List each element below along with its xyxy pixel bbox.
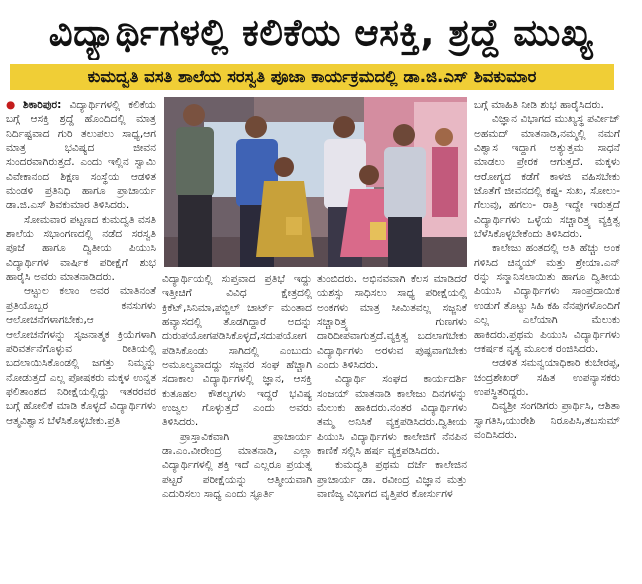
paragraph: ತುಂಬಿದರು. ಅಭಿನವವಾಗಿ ಕೆಲಸ ಮಾಡಿದರೆ ಯಶಸ್ಸು ಸಾಧಿಸಲು ಸಾಧ್ಯ ಪರೀಕ್ಷೆಯಲ್ಲಿ ಅಂಕಗಳು ಮಾತ್ರ ಸೀಮಿತವಲ್ಲ ಸಜ್ಜನಿಕೆ ಸಚ್ಚಾರಿತ್ರ್ಯ ಗುಣಗಳು ದಾರಿದೀಪವಾಗುತ್ತದೆ.ವ್ಯಕ್ತಿತ್ವ ಬದಲಾಗಬೇಕು ವಿದ್ಯಾರ್ಥಿಗಳು ಅರಳುವ ಪುಷ್ಪವಾಗಬೇಕು ಎಂದು ತಿಳಿಸಿದರು. — [317, 273, 467, 372]
paragraph: ವಿದ್ಯಾರ್ಥಿಗಳಲ್ಲಿ ಕಲಿಕೆಯ ಬಗ್ಗೆ ಆಸಕ್ತಿ ಶ್ರದ್ದೆ ಹೊಂದಿದಲ್ಲಿ ಮಾತ್ರ ನಿರ್ದಿಷ್ಟವಾದ ಗುರಿ ತಲುಪಲು ಸಾಧ್ಯ,ಆಗ ಮಾತ್ರ ಭವಿಷ್ಯದ ಜೀವನ ಸುಂದರವಾಗಿರುತ್ತದೆ. ಎಂದು ಇಲ್ಲಿನ ಸ್ವಾಮಿ ವಿವೇಕಾನಂದ ಶಿಕ್ಷಣ ಸಂಸ್ಥೆಯ ಆಡಳಿತ ಮಂಡಳಿ ಪ್ರತಿನಿಧಿ ಹಾಗೂ ಪ್ರಾಚಾರ್ಯ ಡಾ.ಜಿ.ಎಸ್ ಶಿವಕುಮಾರ ತಿಳಿಸಿದರು. — [6, 99, 156, 212]
paragraph: ಬಗ್ಗೆ ಮಾಹಿತಿ ನೀಡಿ ಶುಭ ಹಾರೈಸಿದರು. — [474, 99, 604, 111]
paragraph: ವಿದ್ಯಾರ್ಥಿ ಸಂಘದ ಕಾರ್ಯದರ್ಶಿ ಸಂಜಯ್ ಮಾತನಾಡಿ ಕಾಲೇಜು ದಿನಗಳನ್ನು ಮೆಲುಕು ಹಾಕಿದರು.ನಂತರ ವಿದ್ಯಾರ್ಥಿಗಳು ತಮ್ಮ ಅನಿಸಿಕೆ ವ್ಯಕ್ತಪಡಿಸಿದರು.ದ್ವಿತೀಯ ಪಿಯುಸಿ ವಿದ್ಯಾರ್ಥಿಗಳು ಕಾಲೇಜಿಗೆ ನೆನಪಿನ ಕಾಣಿಕೆ ಸಲ್ಲಿಸಿ ಹರ್ಷ ವ್ಯಕ್ತಪಡಿಸಿದರು. — [317, 373, 467, 458]
article-column-3 — [317, 272, 467, 582]
paragraph: ಕುಮದ್ವತಿ ಪ್ರಥಮ ದರ್ಜೆ ಕಾಲೇಜಿನ ಪ್ರಾಚಾರ್ಯ ಡಾ. ರವೀಂದ್ರ ವಿಜ್ಞಾನ ಮತ್ತು ವಾಣಿಜ್ಯ ವಿಭಾಗದ ವೃತ್ತಿಪರ ಕೋರ್ಸುಗಳ — [317, 459, 467, 501]
paragraph: ದಿವ್ಯಶ್ರೀ ಸಂಗಡಿಗರು ಪ್ರಾರ್ಥಿಸಿ, ಆಶಿತಾ ಸ್ವಾಗತಿಸಿ,ಯುರೇಶಿ ನಿರೂಪಿಸಿ,ತಬಸುಮ್ ವಂದಿಸಿದರು. — [474, 400, 620, 441]
paragraph: ಆಡಳಿತ ಸಮನ್ವಯಾಧಿಕಾರಿ ಕುಬೇರಪ್ಪ, ಚಂದ್ರಶೇಖರ್ ಸಹಿತ ಉಪನ್ಯಾಸಕರು ಉಪಸ್ಥಿತರಿದ್ದರು. — [474, 357, 620, 398]
article-column-1 — [6, 98, 156, 582]
paragraph: ವಿದ್ಯಾರ್ಥಿಯಲ್ಲಿ ಸುಪ್ತವಾದ ಪ್ರತಿಭೆ ಇದ್ದು ಇತ್ತೀಚಿಗೆ ವಿವಿಧ ಕ್ಷೇತ್ರದಲ್ಲಿ ಕ್ರಿಕೆಟ್,ಸಿನಿಮಾ,ಪಬ್ಜಿಲ್ ಚಾರ್ಟ್ ಮಂತಾದ ಹವ್ಯಾಸದಲ್ಲಿ ತೊಡಗಿದ್ದಾರೆ ಅದನ್ನು ದುರುಪಯೋಗಪಡಿಸಿಕೊಳ್ಳದೆ,ಸದುಪಯೋಗ ಪಡಿಸಿಕೊಂಡು ಸಾಗಿದಲ್ಲಿ ಎಂಬುದು ಅಮೂಲ್ಯವಾದದ್ದು ಸಜ್ಜನರ ಸಂಘ ಹೆಚ್ಚಾಗಿ ಸದಾಕಾಲ ವಿದ್ಯಾರ್ಥಿಗಳಲ್ಲಿ ಜ್ಞಾನ, ಆಸಕ್ತಿ ಕುತೂಹಲ ಕೌಶಲ್ಯಗಳು ಇದ್ದರೆ ಭವಿಷ್ಯ ಉಜ್ವಲ ಗೊಳ್ಳುತ್ತದೆ ಎಂದು ಅವರು ತಿಳಿಸಿದರು. — [162, 273, 312, 429]
event-photo-illustration — [164, 97, 467, 267]
dateline: ● ಶಿಕಾರಿಪುರ: — [6, 99, 62, 111]
paragraph: ವಿಜ್ಞಾನ ವಿಭಾಗದ ಮುಖ್ಯಸ್ಥ ಪರ್ವೀಜ್ ಅಹಮದ್ ಮಾತನಾಡಿ,ನಮ್ಮಲ್ಲಿ ನಮಗೆ ವಿಶ್ವಾಸ ಇದ್ದಾಗ ಅತ್ಯುತ್ತಮ ಸಾಧನೆ ಮಾಡಲು ಪ್ರೇರಕ ಆಗುತ್ತದೆ. ಮಕ್ಕಳು ಆರೋಗ್ಯದ ಕಡೆಗೆ ಕಾಳಜಿ ವಹಿಸಬೇಕು ಜೊತೆಗೆ ಜೀವನದಲ್ಲಿ ಕಷ್ಟ- ಸುಖ, ಸೋಲು- ಗೆಲುವು, ಹಗಲು- ರಾತ್ರಿ ಇದ್ದೇ ಇರುತ್ತದೆ ವಿದ್ಯಾರ್ಥಿಗಳು ಒಳ್ಳೆಯ ಸಚ್ಚಾರಿತ್ರ್ಯ ವ್ಯಕ್ತಿತ್ವ ಬೆಳೆಸಿಕೊಳ್ಳಬೇಕೆಂದು ತಿಳಿಸಿದರು. — [474, 113, 620, 241]
article-column-4 — [474, 98, 620, 582]
article-column-2 — [162, 272, 312, 582]
bullet-icon: ● — [6, 99, 20, 111]
headline: ವಿದ್ಯಾರ್ಥಿಗಳಲ್ಲಿ ಕಲಿಕೆಯ ಆಸಕ್ತಿ, ಶ್ರದ್ದೆ ಮುಖ್ಯ — [48, 11, 594, 54]
paragraph: ಆಟ್ಟುಲ ಕಲಾಂ ಅವರ ಮಾತಿನಂತೆ ಪ್ರತಿಯೊಬ್ಬರ ಕನಸುಗಳು ಆಲೋಚನೆಗಳಾಗಬೇಕು,ಆ ಆಲೋಚನೆಗಳನ್ನು ಸೃಜನಾತ್ಮಕ ಕ್ರಿಯೆಗಳಾಗಿ ಪರಿವರ್ತನೆಗೊಳ್ಳುವ ರೀತಿಯಲ್ಲಿ ಬದಲಾಯಿಸಿಕೊಂಡಲ್ಲಿ ಜಗತ್ತು ನಿಮ್ಮನ್ನು ನೋಡುತ್ತದೆ ಎಲ್ಲ ಪೋಷಕರು ಮಕ್ಕಳ ಉನ್ನತ ಫಲಿತಾಂಶದ ನಿರೀಕ್ಷೆಯಲ್ಲಿದ್ದು ಇತರರವರ ಬಗ್ಗೆ ಹೋಲಿಕೆ ಮಾಡಿ ಕೊಳ್ಳದೆ ವಿದ್ಯಾರ್ಥಿಗಳು ಆತ್ಮವಿಶ್ವಾಸ ಬೆಳೆಸಿಕೊಳ್ಳಬೇಕು.ಪ್ರತಿ — [6, 285, 156, 427]
paragraph: ಪ್ರಾಸ್ತಾವಿಕವಾಗಿ ಪ್ರಾಚಾರ್ಯ ಡಾ.ಎಂ.ವೀರೇಂದ್ರ ಮಾತನಾಡಿ, ಎಲ್ಲಾ ವಿದ್ಯಾರ್ಥಿಗಳಲ್ಲಿ ಶಕ್ತಿ ಇದೆ ಎಲ್ಲರೂ ಪ್ರಯತ್ನ ಪಟ್ಟರೆ ಪರೀಕ್ಷೆಯನ್ನು ಆತ್ಮೀಯವಾಗಿ ಎದುರಿಸಲು ಸಾಧ್ಯ ಎಂದು ಸ್ಫೂರ್ತಿ — [162, 430, 312, 501]
paragraph: ಸೋಮವಾರ ಪಟ್ಟಣದ ಕುಮದ್ವತಿ ವಸತಿ ಶಾಲೆಯ ಸಭಾಂಗಣದಲ್ಲಿ ನಡೆದ ಸರಸ್ವತಿ ಪೂಜೆ ಹಾಗೂ ದ್ವಿತೀಯ ಪಿಯುಸಿ ವಿದ್ಯಾರ್ಥಿಗಳ ವಾರ್ಷಿಕ ಪರೀಕ್ಷೆಗೆ ಶುಭ ಹಾರೈಸಿ ಅವರು ಮಾತನಾಡಿದರು. — [6, 213, 156, 284]
subheadline-bar: ಕುಮದ್ವತಿ ವಸತಿ ಶಾಲೆಯ ಸರಸ್ವತಿ ಪೂಜಾ ಕಾರ್ಯಕ್ರಮದಲ್ಲಿ ಡಾ.ಜಿ.ಎಸ್ ಶಿವಕುಮಾರ — [10, 64, 614, 90]
paragraph: ಕಾಲೇಜು ಹಂತದಲ್ಲಿ ಅತಿ ಹೆಚ್ಚು ಅಂಕ ಗಳಿಸಿದ ಚಿನ್ಮಯ್ ಮತ್ತು ಶ್ರೇಯಾ.ಎನ್ ರನ್ನು ಸನ್ಮಾನಿಸಲಾಯಿತು ಹಾಗೂ ದ್ವಿತೀಯ ಪಿಯುಸಿ ವಿದ್ಯಾರ್ಥಿಗಳು ಸಾಂಪ್ರದಾಯಿಕ ಉಡುಗೆ ತೊಟ್ಟು ಸಿಹಿ ಕಹಿ ನೆನಪುಗಳೊಂದಿಗೆ ಎಲ್ಲ ಎಲೆಯಾಗಿ ಮೆಲುಕು ಹಾಕಿದರು.ಪ್ರಥಮ ಪಿಯುಸಿ ವಿದ್ಯಾರ್ಥಿಗಳು ಆಕರ್ಷಕ ನೃತ್ಯ ಮೂಲಕ ರಂಜಿಸಿದರು. — [474, 242, 620, 355]
event-photo — [164, 97, 467, 267]
